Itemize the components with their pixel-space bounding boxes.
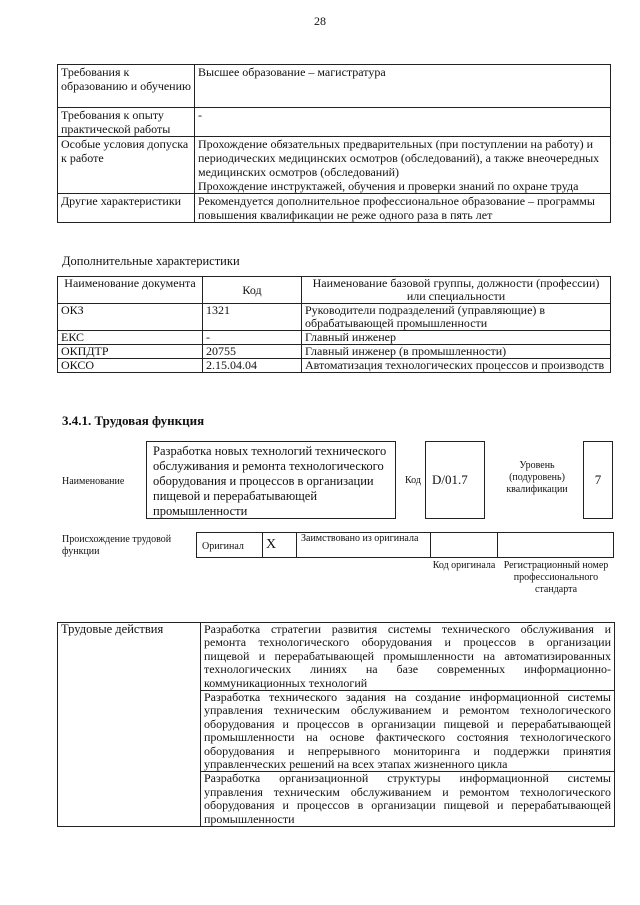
- table-row: [58, 194, 611, 223]
- divider: [497, 532, 498, 558]
- requirement-label: Особые условия допуска к работе: [58, 137, 195, 194]
- requirement-label: Требования к опыту практической работы: [58, 108, 195, 137]
- level-label: Уровень (подуровень) квалификации: [506, 460, 568, 495]
- page-number: 28: [314, 14, 326, 28]
- table-cell: Главный инженер (в промышленности): [302, 345, 611, 359]
- function-heading: 3.4.1. Трудовая функция: [62, 413, 205, 428]
- qualification-level-box: 7: [583, 441, 613, 519]
- table-cell: 20755: [203, 345, 302, 359]
- requirement-value: -: [195, 108, 611, 137]
- table-cell: ОКПДТР: [58, 345, 203, 359]
- table-row: [58, 345, 611, 359]
- code-caption: Код оригинала: [432, 560, 496, 571]
- table-header-row: [58, 277, 611, 304]
- table-cell: Автоматизация технологических процессов и производств: [302, 359, 611, 373]
- function-name-box: Разработка новых технологий технического обслуживания и ремонта технологического оборудования и процессов в организации пищевой и перерабатывающей промышленности: [146, 441, 396, 519]
- table-cell: -: [203, 331, 302, 345]
- original-label: Оригинал: [202, 541, 244, 552]
- table-row: [58, 331, 611, 345]
- registration-caption: Регистрационный номер профессионального стандарта: [503, 560, 609, 595]
- section-title: Дополнительные характеристики: [62, 254, 240, 268]
- requirement-label: Другие характеристики: [58, 194, 195, 223]
- labor-action-item: Разработка стратегии развития системы технического обслуживания и ремонта технологического оборудования и процессов в организации пищевой и перерабатывающей промышленности на автоматизированных технологических линиях на базе современных информационно- коммуникационных технологий: [201, 623, 615, 691]
- divider: [262, 532, 263, 558]
- origin-label: Происхождение трудовой функции: [62, 534, 172, 557]
- table-cell: 1321: [203, 304, 302, 331]
- requirement-value: Прохождение обязательных предварительных (при поступлении на работу) и периодических медицинских осмотров (обследований), а также внеочередных медицинских осмотров (обследований): [198, 137, 600, 179]
- original-mark: X: [266, 537, 277, 552]
- column-header: Наименование документа: [58, 277, 203, 304]
- table-row: [58, 65, 611, 108]
- labor-actions-table: [57, 622, 615, 827]
- divider: [430, 532, 431, 558]
- table-cell: ЕКС: [58, 331, 203, 345]
- table-row: [58, 359, 611, 373]
- labor-actions-label: Трудовые действия: [58, 623, 201, 827]
- column-header: Код: [203, 277, 302, 304]
- requirement-value: Рекомендуется дополнительное профессиональное образование – программы повышения квалификации не реже одного раза в пять лет: [195, 194, 611, 223]
- additional-characteristics-table: [57, 276, 611, 373]
- table-row: [58, 304, 611, 331]
- table-cell: 2.15.04.04: [203, 359, 302, 373]
- table-row: [58, 108, 611, 137]
- table-cell: ОКЗ: [58, 304, 203, 331]
- requirements-table: [57, 64, 611, 223]
- requirement-value: Прохождение инструктажей, обучения и проверки знаний по охране труда: [198, 179, 579, 193]
- name-label: Наименование: [62, 476, 125, 487]
- table-cell: Руководители подразделений (управляющие) в обрабатывающей промышленности: [302, 304, 611, 331]
- labor-action-item: Разработка технического задания на создание информационной системы управления техническим обслуживанием и ремонтом технологического оборудования и процессов в организации пищевой и перерабатывающей промышленности на основе фактического состояния технологического оборудования и непрерывного мониторинга и поддержки принятия управленческих решений на всех этапах жизненного цикла: [201, 691, 615, 772]
- requirement-value: Высшее образование – магистратура: [195, 65, 611, 108]
- labor-action-item: Разработка организационной структуры информационной системы управления техническим обслуживанием и ремонтом технологического оборудования и процессов в организации пищевой и перерабатывающей промышленности: [201, 772, 615, 827]
- table-row: [58, 137, 611, 194]
- code-label: Код: [405, 475, 421, 486]
- table-cell: Главный инженер: [302, 331, 611, 345]
- requirement-label: Требования к образованию и обучению: [58, 65, 195, 108]
- divider: [296, 532, 297, 558]
- borrowed-label: Заимствовано из оригинала: [301, 533, 419, 544]
- column-header: Наименование базовой группы, должности (профессии) или специальности: [302, 277, 611, 304]
- table-row: [58, 623, 615, 691]
- function-code-box: D/01.7: [425, 441, 485, 519]
- table-cell: ОКСО: [58, 359, 203, 373]
